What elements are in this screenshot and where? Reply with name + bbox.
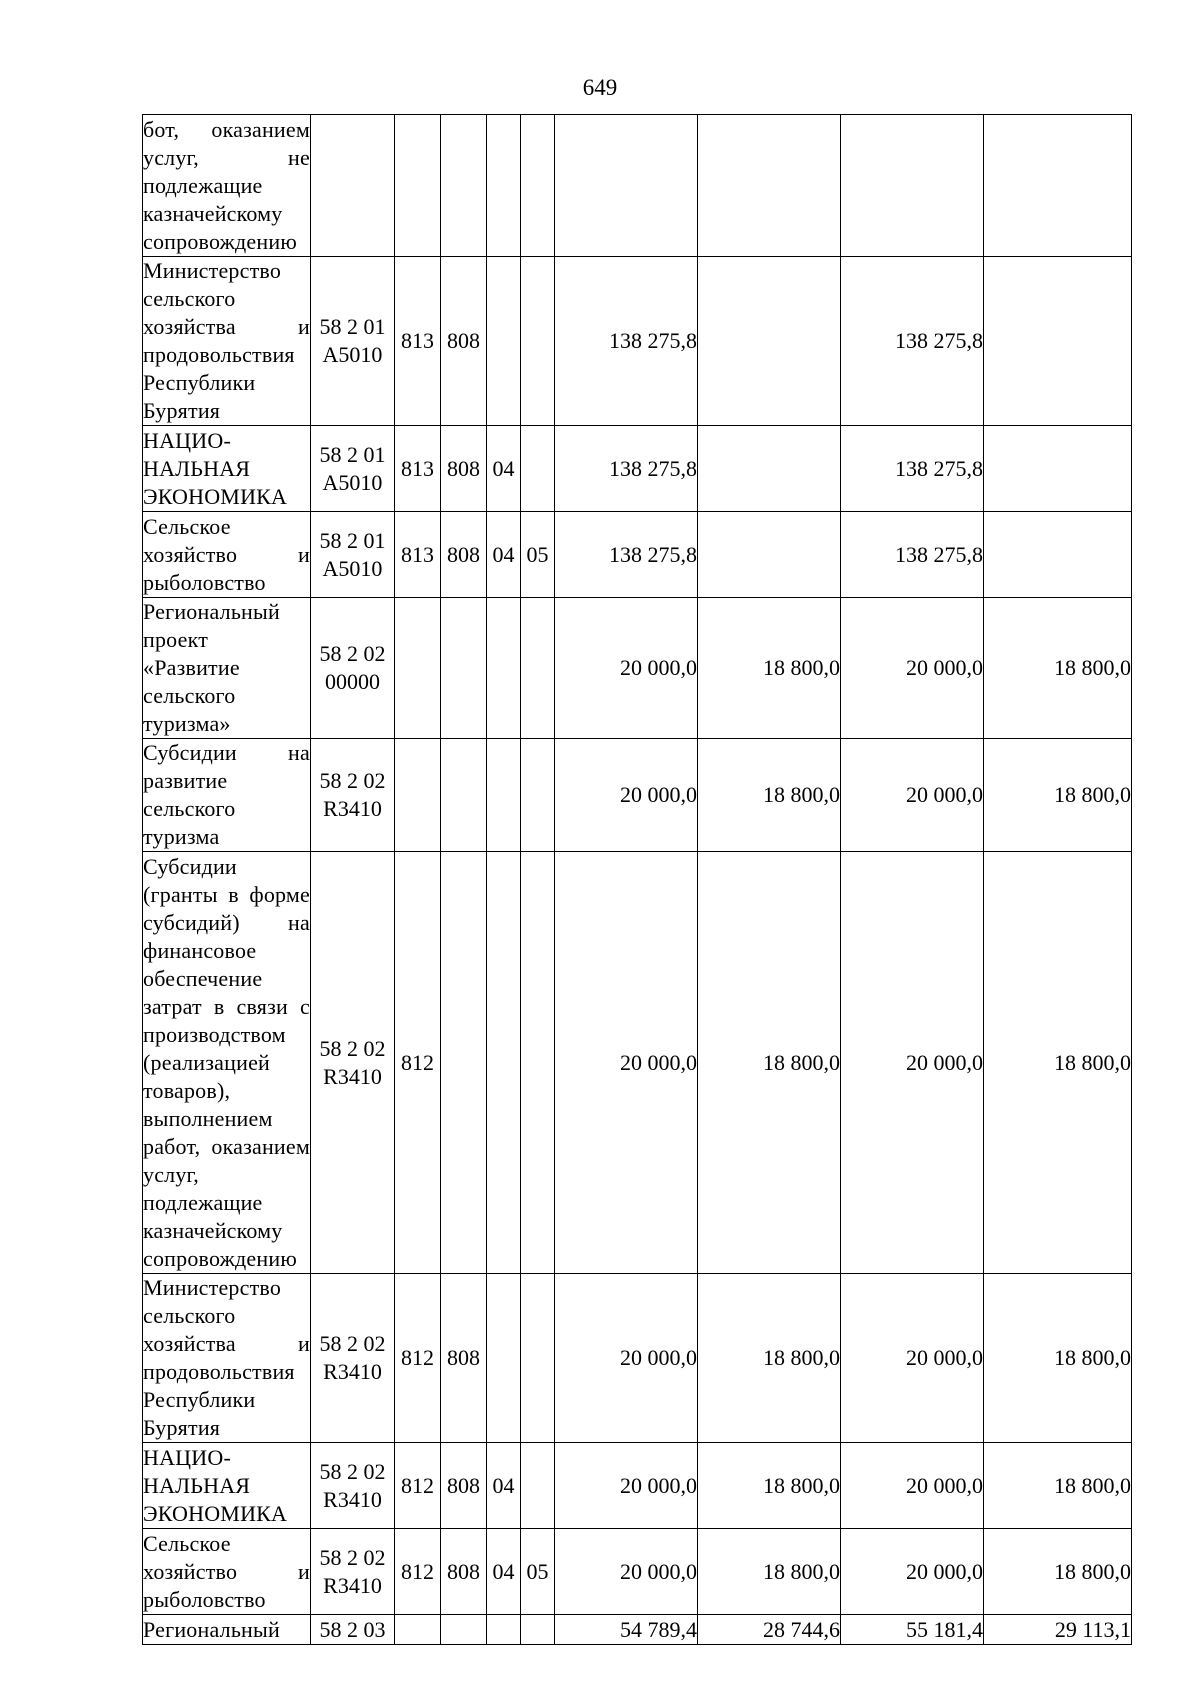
target-code-line2: А5010 bbox=[322, 469, 383, 495]
target-code-line1: 58 2 02 bbox=[319, 1035, 386, 1061]
row-name: Министерство сельского хозяйства и продовольствия Республики Бурятия bbox=[143, 1274, 311, 1443]
amount-1: 20 000,0 bbox=[555, 852, 698, 1274]
amount-2: 28 744,6 bbox=[698, 1615, 841, 1645]
vr-code bbox=[521, 115, 555, 257]
row-name: Региональный bbox=[143, 1615, 311, 1645]
amount-3: 20 000,0 bbox=[841, 1274, 984, 1443]
amount-2: 18 800,0 bbox=[698, 1529, 841, 1615]
target-code-line2: 00000 bbox=[325, 669, 380, 694]
gr-code: 812 bbox=[395, 1443, 441, 1529]
target-code-line2: R3410 bbox=[323, 1063, 382, 1089]
amount-3 bbox=[841, 115, 984, 257]
target-code bbox=[311, 512, 395, 598]
amount-3: 138 275,8 bbox=[841, 426, 984, 512]
amount-4: 29 113,1 bbox=[984, 1615, 1132, 1645]
rz-code: 808 bbox=[441, 426, 487, 512]
target-code bbox=[311, 739, 395, 852]
vr-code bbox=[521, 1615, 555, 1645]
target-code bbox=[311, 1274, 395, 1443]
rz-code bbox=[441, 598, 487, 739]
table-row bbox=[143, 739, 1132, 852]
pr-code bbox=[487, 598, 521, 739]
amount-4 bbox=[984, 512, 1132, 598]
pr-code: 04 bbox=[487, 426, 521, 512]
amount-2: 18 800,0 bbox=[698, 852, 841, 1274]
target-code-line2: R3410 bbox=[323, 1572, 382, 1598]
row-name: Министерство сельского хозяйства и продовольствия Республики Бурятия bbox=[143, 257, 311, 426]
rz-code bbox=[441, 739, 487, 852]
gr-code bbox=[395, 115, 441, 257]
table-row bbox=[143, 115, 1132, 257]
amount-4: 18 800,0 bbox=[984, 1274, 1132, 1443]
amount-4: 18 800,0 bbox=[984, 1443, 1132, 1529]
amount-2 bbox=[698, 115, 841, 257]
amount-3: 20 000,0 bbox=[841, 1443, 984, 1529]
pr-code: 04 bbox=[487, 512, 521, 598]
amount-1: 138 275,8 bbox=[555, 426, 698, 512]
table-row bbox=[143, 512, 1132, 598]
amount-1: 138 275,8 bbox=[555, 512, 698, 598]
vr-code bbox=[521, 1274, 555, 1443]
target-code bbox=[311, 1615, 395, 1645]
target-code-line1: 58 2 02 bbox=[319, 1458, 386, 1484]
gr-code bbox=[395, 598, 441, 739]
amount-3: 20 000,0 bbox=[841, 852, 984, 1274]
amount-2 bbox=[698, 257, 841, 426]
gr-code: 812 bbox=[395, 1274, 441, 1443]
amount-2: 18 800,0 bbox=[698, 598, 841, 739]
row-name: Сельское хозяйство и рыболовство bbox=[143, 512, 311, 598]
target-code bbox=[311, 115, 395, 257]
pr-code bbox=[487, 1615, 521, 1645]
target-code-line1: 58 2 02 bbox=[319, 1544, 386, 1570]
target-code-line2: R3410 bbox=[323, 1486, 382, 1512]
amount-2: 18 800,0 bbox=[698, 1443, 841, 1529]
target-code-line2: R3410 bbox=[323, 796, 382, 821]
amount-3: 20 000,0 bbox=[841, 598, 984, 739]
target-code-line2: А5010 bbox=[322, 342, 383, 367]
row-name: НАЦИО-НАЛЬНАЯ ЭКОНОМИКА bbox=[143, 426, 311, 512]
amount-2 bbox=[698, 512, 841, 598]
amount-4: 18 800,0 bbox=[984, 739, 1132, 852]
amount-1: 54 789,4 bbox=[555, 1615, 698, 1645]
amount-1: 20 000,0 bbox=[555, 1443, 698, 1529]
table-body bbox=[143, 115, 1132, 1645]
table-row bbox=[143, 1615, 1132, 1645]
pr-code bbox=[487, 257, 521, 426]
vr-code bbox=[521, 598, 555, 739]
rz-code: 808 bbox=[441, 1443, 487, 1529]
target-code-line1: 58 2 03 bbox=[319, 1616, 386, 1642]
row-name: НАЦИО-НАЛЬНАЯ ЭКОНОМИКА bbox=[143, 1443, 311, 1529]
pr-code bbox=[487, 1274, 521, 1443]
vr-code: 05 bbox=[521, 1529, 555, 1615]
target-code-line1: 58 2 01 bbox=[319, 441, 386, 467]
gr-code bbox=[395, 1615, 441, 1645]
target-code-line1: 58 2 02 bbox=[319, 768, 386, 793]
gr-code: 812 bbox=[395, 1529, 441, 1615]
amount-3: 138 275,8 bbox=[841, 512, 984, 598]
rz-code bbox=[441, 115, 487, 257]
vr-code bbox=[521, 739, 555, 852]
target-code bbox=[311, 257, 395, 426]
target-code bbox=[311, 1529, 395, 1615]
amount-1: 20 000,0 bbox=[555, 1529, 698, 1615]
vr-code: 05 bbox=[521, 512, 555, 598]
amount-1: 138 275,8 bbox=[555, 257, 698, 426]
pr-code bbox=[487, 739, 521, 852]
amount-4: 18 800,0 bbox=[984, 852, 1132, 1274]
amount-1 bbox=[555, 115, 698, 257]
table-row bbox=[143, 1529, 1132, 1615]
row-name: Сельское хозяйство и рыболовство bbox=[143, 1529, 311, 1615]
target-code-line1: 58 2 01 bbox=[319, 527, 386, 553]
target-code bbox=[311, 1443, 395, 1529]
target-code-line2: R3410 bbox=[323, 1359, 382, 1384]
amount-4 bbox=[984, 115, 1132, 257]
amount-4 bbox=[984, 257, 1132, 426]
table-row bbox=[143, 1274, 1132, 1443]
pr-code bbox=[487, 115, 521, 257]
row-name: Субсидии на развитие сельского туризма bbox=[143, 739, 311, 852]
target-code-line1: 58 2 02 bbox=[319, 641, 386, 666]
table-row bbox=[143, 852, 1132, 1274]
target-code-line2: А5010 bbox=[322, 555, 383, 581]
row-name: бот, оказанием услуг, не подлежащие казначейскому сопровождению bbox=[143, 115, 311, 257]
amount-4: 18 800,0 bbox=[984, 598, 1132, 739]
target-code bbox=[311, 852, 395, 1274]
table-row bbox=[143, 426, 1132, 512]
gr-code: 813 bbox=[395, 257, 441, 426]
rz-code bbox=[441, 1615, 487, 1645]
gr-code bbox=[395, 739, 441, 852]
amount-2 bbox=[698, 426, 841, 512]
amount-3: 55 181,4 bbox=[841, 1615, 984, 1645]
amount-4 bbox=[984, 426, 1132, 512]
amount-3: 20 000,0 bbox=[841, 739, 984, 852]
target-code bbox=[311, 426, 395, 512]
gr-code: 813 bbox=[395, 512, 441, 598]
budget-table bbox=[142, 114, 1132, 1645]
row-name: Региональный проект «Развитие сельского туризма» bbox=[143, 598, 311, 739]
pr-code bbox=[487, 852, 521, 1274]
target-code bbox=[311, 598, 395, 739]
vr-code bbox=[521, 852, 555, 1274]
pr-code: 04 bbox=[487, 1443, 521, 1529]
amount-3: 20 000,0 bbox=[841, 1529, 984, 1615]
table-row bbox=[143, 598, 1132, 739]
gr-code: 812 bbox=[395, 852, 441, 1274]
amount-2: 18 800,0 bbox=[698, 1274, 841, 1443]
amount-1: 20 000,0 bbox=[555, 598, 698, 739]
vr-code bbox=[521, 1443, 555, 1529]
rz-code: 808 bbox=[441, 512, 487, 598]
target-code-line1: 58 2 02 bbox=[319, 1331, 386, 1356]
gr-code: 813 bbox=[395, 426, 441, 512]
amount-4: 18 800,0 bbox=[984, 1529, 1132, 1615]
table-row bbox=[143, 1443, 1132, 1529]
pr-code: 04 bbox=[487, 1529, 521, 1615]
amount-2: 18 800,0 bbox=[698, 739, 841, 852]
vr-code bbox=[521, 257, 555, 426]
amount-1: 20 000,0 bbox=[555, 739, 698, 852]
rz-code: 808 bbox=[441, 257, 487, 426]
row-name: Субсидии (гранты в форме субсидий) на финансовое обеспечение затрат в связи с производством (реализацией товаров), выполнением работ, оказанием услуг, подлежащие казначейскому сопровождению bbox=[143, 852, 311, 1274]
amount-1: 20 000,0 bbox=[555, 1274, 698, 1443]
amount-3: 138 275,8 bbox=[841, 257, 984, 426]
table-row bbox=[143, 257, 1132, 426]
rz-code: 808 bbox=[441, 1529, 487, 1615]
rz-code bbox=[441, 852, 487, 1274]
rz-code: 808 bbox=[441, 1274, 487, 1443]
vr-code bbox=[521, 426, 555, 512]
target-code-line1: 58 2 01 bbox=[319, 314, 386, 339]
page-number: 649 bbox=[582, 75, 618, 100]
